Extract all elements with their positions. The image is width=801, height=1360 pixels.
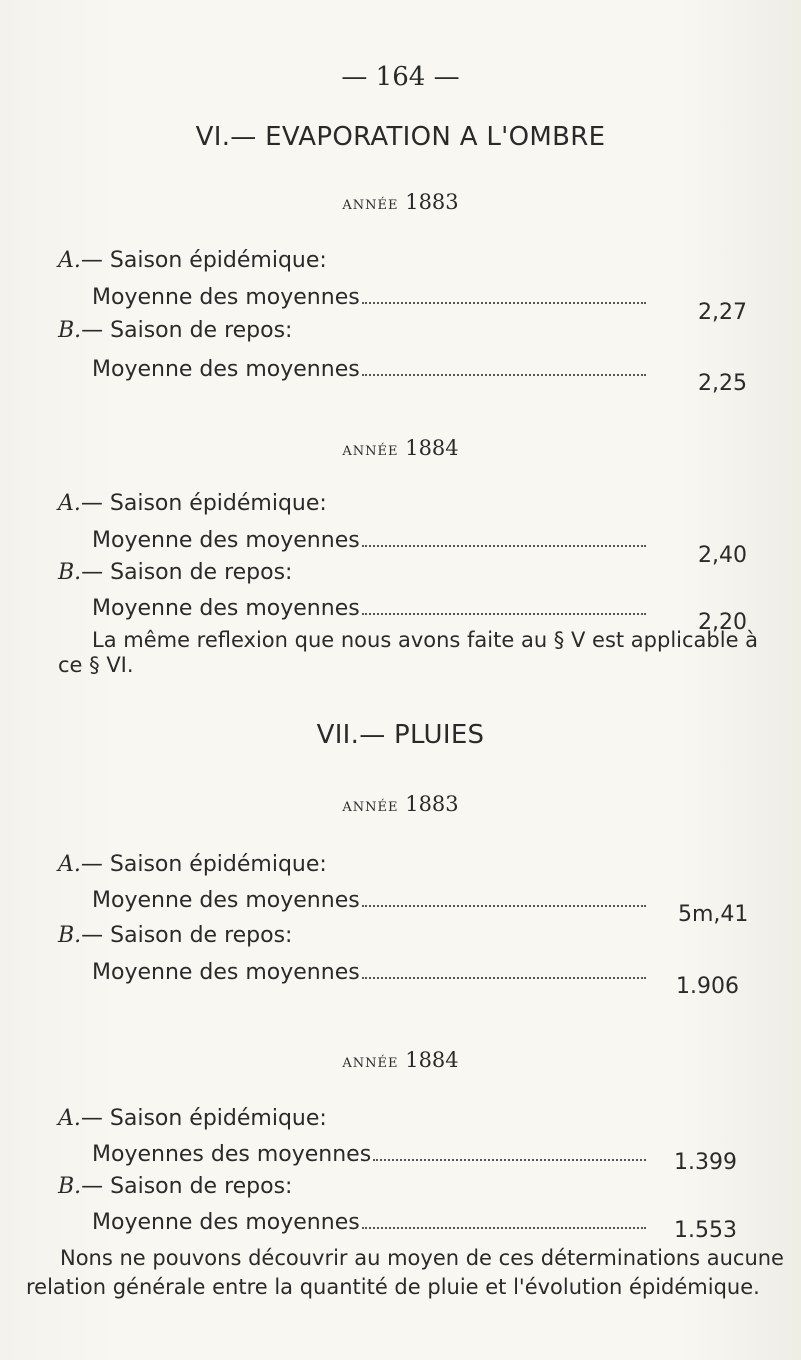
- mean-value: 2,20: [698, 610, 747, 635]
- season-b-heading: [58, 1174, 292, 1199]
- conclusion-line2: relation générale entre la quantité de pluie et l'évolution épidémique.: [26, 1275, 760, 1299]
- year-heading-1883: [0, 190, 801, 214]
- mean-row: [92, 888, 652, 913]
- mean-label: Moyenne des moyennes: [92, 285, 360, 310]
- mean-label: Moyenne des moyennes: [92, 596, 360, 621]
- dot-leader: [362, 302, 646, 304]
- season-label: — Saison épidémique:: [80, 1106, 327, 1131]
- season-label: — Saison de repos:: [81, 318, 293, 343]
- mean-label: Moyenne des moyennes: [92, 357, 360, 382]
- year-number: 1884: [405, 1048, 459, 1072]
- season-letter: B.: [58, 1174, 82, 1199]
- year-number: 1883: [405, 190, 459, 214]
- mean-value: 1.553: [674, 1218, 737, 1243]
- year-label: année: [342, 439, 399, 460]
- season-letter: A.: [58, 491, 81, 516]
- mean-value: 5m,41: [678, 902, 749, 927]
- dot-leader: [362, 545, 646, 547]
- mean-label: Moyenne des moyennes: [92, 888, 360, 913]
- dot-leader: [362, 977, 646, 979]
- season-b-heading: [58, 318, 292, 343]
- season-label: — Saison de repos:: [81, 560, 293, 585]
- page-number: — 164 —: [341, 62, 460, 92]
- season-a-heading: [58, 248, 327, 273]
- season-letter: A.: [58, 852, 81, 877]
- season-label: — Saison de repos:: [81, 923, 293, 948]
- season-a-heading: [58, 852, 327, 877]
- season-letter: A.: [58, 248, 81, 273]
- mean-value: 2,40: [698, 543, 747, 568]
- section-title-evaporation: VI.— EVAPORATION A L'OMBRE: [195, 122, 606, 152]
- mean-row: [92, 596, 652, 621]
- dot-leader: [362, 905, 646, 907]
- season-letter: A.: [58, 1106, 81, 1131]
- note-paragraph-line2: ce § VI.: [58, 653, 134, 677]
- year-number: 1883: [405, 792, 459, 816]
- dot-leader: [362, 1227, 646, 1229]
- dot-leader: [362, 374, 646, 376]
- mean-value: 2,27: [698, 300, 747, 325]
- season-letter: B.: [58, 560, 82, 585]
- section-title-pluies: VII.— PLUIES: [316, 720, 485, 750]
- season-a-heading: [58, 491, 327, 516]
- season-label: — Saison épidémique:: [80, 248, 327, 273]
- mean-row: [92, 528, 652, 553]
- year-heading-1884: [0, 1048, 801, 1072]
- mean-value: 1.399: [674, 1150, 737, 1175]
- season-label: — Saison épidémique:: [80, 852, 327, 877]
- mean-row: [92, 285, 652, 310]
- year-label: année: [342, 795, 399, 816]
- mean-label: Moyenne des moyennes: [92, 1210, 360, 1235]
- season-letter: B.: [58, 318, 82, 343]
- season-label: — Saison de repos:: [81, 1174, 293, 1199]
- season-b-heading: [58, 560, 292, 585]
- year-label: année: [342, 193, 399, 214]
- mean-label: Moyenne des moyennes: [92, 528, 360, 553]
- note-paragraph-line1: La même reflexion que nous avons faite au § V est applicable à: [92, 628, 759, 652]
- season-letter: B.: [58, 923, 82, 948]
- dot-leader: [362, 613, 646, 615]
- year-heading-1884: [0, 436, 801, 460]
- mean-value: 2,25: [698, 371, 747, 396]
- season-label: — Saison épidémique:: [80, 491, 327, 516]
- mean-row: [92, 1210, 652, 1235]
- mean-label: Moyennes des moyennes: [92, 1142, 372, 1167]
- year-number: 1884: [405, 436, 459, 460]
- dot-leader: [373, 1159, 646, 1161]
- season-b-heading: [58, 923, 292, 948]
- mean-row: [92, 960, 652, 985]
- year-heading-1883: [0, 792, 801, 816]
- mean-row: [92, 357, 652, 382]
- season-a-heading: [58, 1106, 327, 1131]
- mean-label: Moyenne des moyennes: [92, 960, 360, 985]
- conclusion-line1: Nons ne pouvons découvrir au moyen de ces déterminations aucune: [60, 1246, 784, 1270]
- mean-row: [92, 1142, 652, 1167]
- mean-value: 1.906: [676, 974, 739, 999]
- year-label: année: [342, 1051, 399, 1072]
